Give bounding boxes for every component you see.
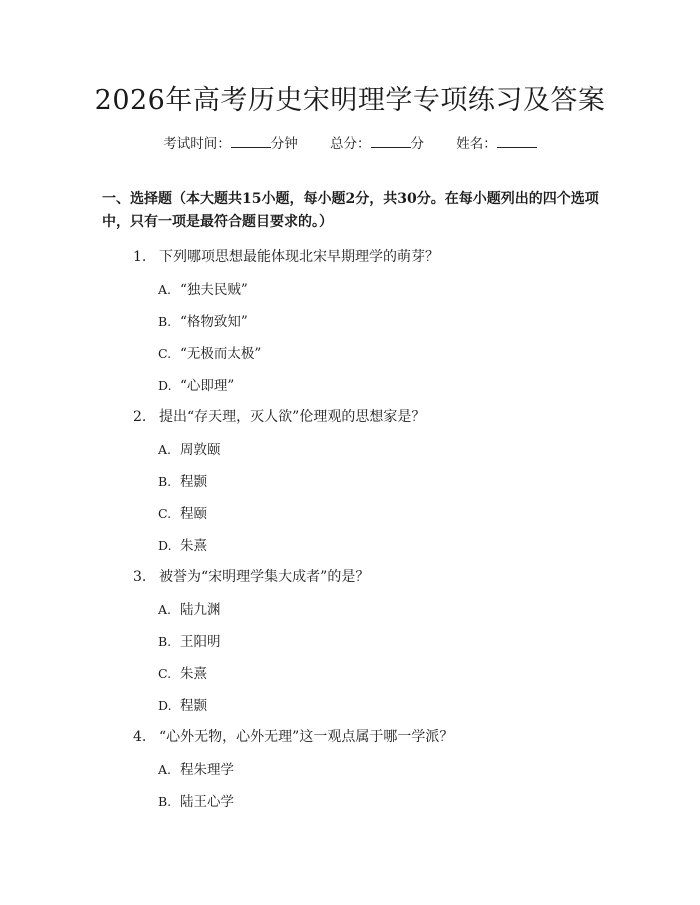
option-letter: A. <box>158 762 172 777</box>
option-letter: D. <box>158 378 172 393</box>
question-1-option-b[interactable] <box>158 310 248 330</box>
question-number: 2. <box>133 409 147 425</box>
option-letter: C. <box>158 506 172 521</box>
question-4 <box>133 726 453 746</box>
option-letter: D. <box>158 538 172 553</box>
option-text: “心即理” <box>180 378 235 394</box>
question-2-option-d[interactable] <box>158 534 207 554</box>
exam-time-unit: 分钟 <box>270 136 298 152</box>
option-text: 朱熹 <box>180 666 207 682</box>
option-text: 王阳明 <box>180 634 221 650</box>
exam-time-blank[interactable] <box>231 135 271 148</box>
question-1-option-d[interactable] <box>158 374 234 394</box>
option-letter: B. <box>158 474 172 489</box>
option-letter: C. <box>158 346 172 361</box>
question-2-option-b[interactable] <box>158 470 207 490</box>
option-text: 程颢 <box>180 474 207 490</box>
option-text: 程朱理学 <box>180 762 234 778</box>
exam-time-label: 考试时间： <box>163 136 231 152</box>
question-3-option-b[interactable] <box>158 630 221 650</box>
option-text: 程颢 <box>180 698 207 714</box>
question-text: “心外无物，心外无理”这一观点属于哪一学派？ <box>159 729 454 745</box>
option-text: “无极而太极” <box>180 346 262 362</box>
option-letter: B. <box>158 794 172 809</box>
total-score-label: 总分： <box>330 136 371 152</box>
option-text: 程颐 <box>180 506 207 522</box>
question-text: 被誉为“宋明理学集大成者”的是？ <box>159 569 370 585</box>
exam-time-field <box>163 132 298 152</box>
question-4-option-b[interactable] <box>158 790 234 810</box>
question-number: 4. <box>133 729 147 745</box>
question-2-option-a[interactable] <box>158 438 221 458</box>
question-2 <box>133 406 425 426</box>
name-field <box>456 132 537 152</box>
total-score-blank[interactable] <box>371 135 411 148</box>
option-letter: A. <box>158 442 172 457</box>
question-1-option-c[interactable] <box>158 342 261 362</box>
question-3-option-d[interactable] <box>158 694 207 714</box>
question-text: 下列哪项思想最能体现北宋早期理学的萌芽？ <box>159 249 439 265</box>
name-blank[interactable] <box>497 135 537 148</box>
total-score-field <box>330 132 424 152</box>
option-letter: D. <box>158 698 172 713</box>
option-text: “独夫民贼” <box>180 282 248 298</box>
option-text: 陆九渊 <box>180 602 221 618</box>
option-letter: A. <box>158 282 172 297</box>
question-number: 1. <box>133 249 147 265</box>
question-3 <box>133 566 369 586</box>
question-3-option-c[interactable] <box>158 662 207 682</box>
option-letter: A. <box>158 602 172 617</box>
question-2-option-c[interactable] <box>158 502 207 522</box>
question-3-option-a[interactable] <box>158 598 221 618</box>
option-text: 朱熹 <box>180 538 207 554</box>
option-text: “格物致知” <box>180 314 248 330</box>
page-title: 2026年高考历史宋明理学专项练习及答案 <box>94 85 606 116</box>
question-number: 3. <box>133 569 147 585</box>
question-4-option-a[interactable] <box>158 758 234 778</box>
option-text: 陆王心学 <box>180 794 234 810</box>
total-score-unit: 分 <box>410 136 424 152</box>
exam-meta-line <box>0 132 700 152</box>
name-label: 姓名： <box>456 136 497 152</box>
option-letter: B. <box>158 634 172 649</box>
option-text: 周敦颐 <box>180 442 221 458</box>
option-letter: C. <box>158 666 172 681</box>
question-1-option-a[interactable] <box>158 278 248 298</box>
section-1-header: 一、选择题（本大题共15小题，每小题2分，共30分。在每小题列出的四个选项中，只有一项是最符合题目要求的。） <box>102 191 599 230</box>
option-letter: B. <box>158 314 172 329</box>
question-text: 提出“存天理，灭人欲”伦理观的思想家是？ <box>159 409 426 425</box>
question-1 <box>133 246 439 266</box>
